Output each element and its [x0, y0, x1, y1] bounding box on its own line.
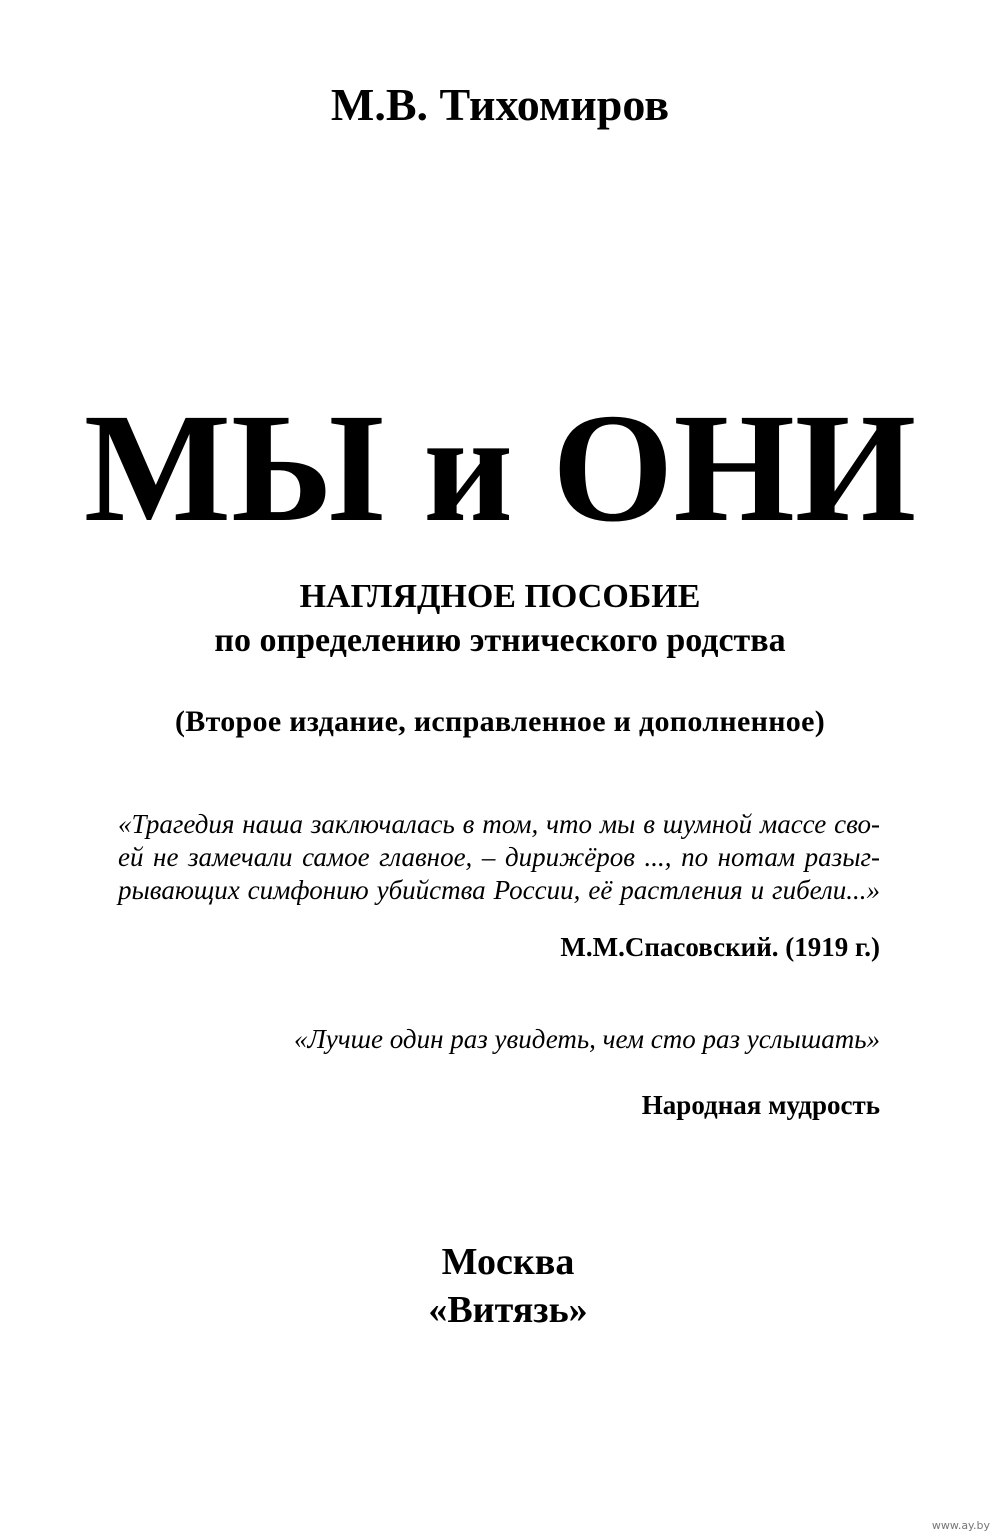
publisher-name: «Витязь» — [428, 1289, 588, 1331]
epigraph-attribution-2: Народная мудрость — [641, 1090, 880, 1120]
epigraph-quote-1-line: ей не замечали самое главное, – дирижёров ..., по нотам разыг- — [118, 842, 880, 872]
book-title: МЫ и ОНИ — [83, 381, 917, 554]
publication-city: Москва — [441, 1241, 575, 1283]
subtitle-line-1: НАГЛЯДНОЕ ПОСОБИЕ — [299, 578, 701, 615]
author-name: М.В. Тихомиров — [330, 79, 670, 130]
epigraph-quote-1 — [118, 808, 880, 907]
epigraph-quote-2: «Лучше один раз увидеть, чем сто раз услышать» — [294, 1024, 880, 1054]
site-watermark: www.ay.by — [931, 1519, 990, 1532]
epigraph-quote-1-line: «Трагедия наша заключалась в том, что мы в шумной массе сво- — [118, 809, 880, 839]
edition-note: (Второе издание, исправленное и дополненное) — [175, 705, 825, 738]
subtitle-line-2: по определению этнического родства — [214, 622, 786, 659]
epigraph-quote-1-line: рывающих симфонию убийства России, её растления и гибели...» — [118, 875, 880, 905]
epigraph-attribution-1: М.М.Спасовский. (1919 г.) — [560, 932, 880, 962]
